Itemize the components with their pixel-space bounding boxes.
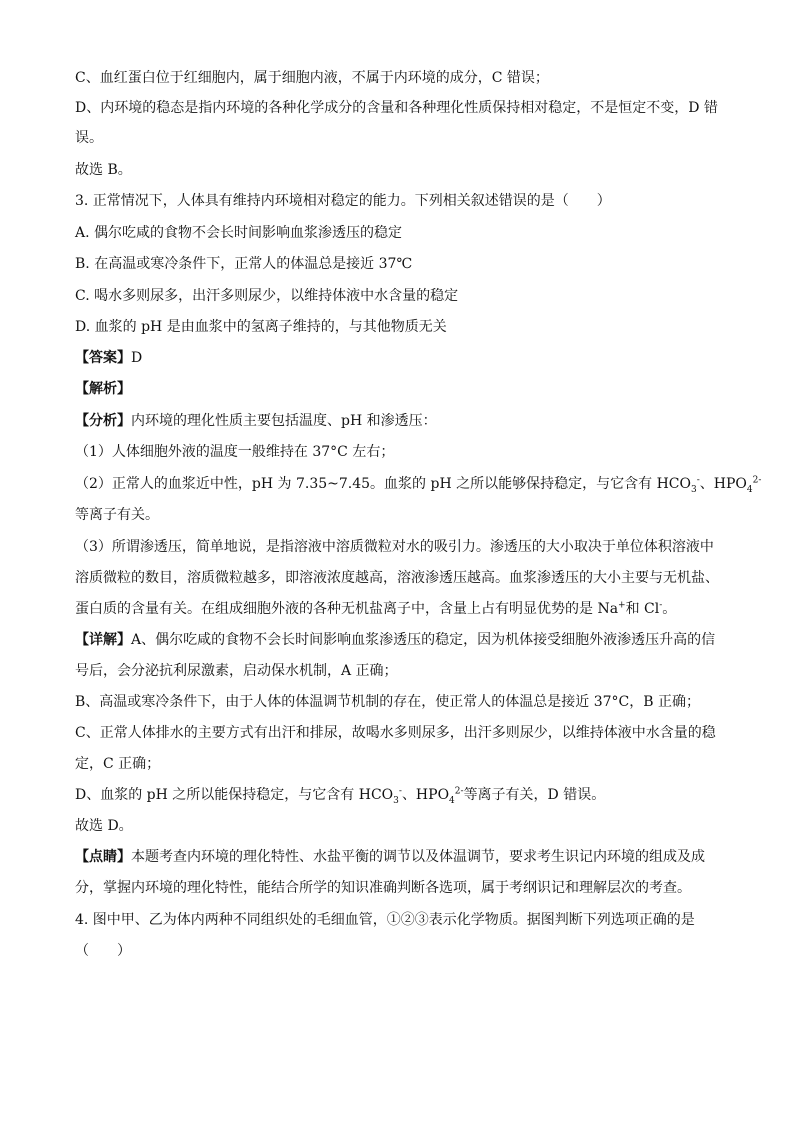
detail-tag: 【详解】 xyxy=(75,632,131,648)
text-line: D、内环境的稳态是指内环境的各种化学成分的含量和各种理化性质保持相对稳定，不是恒定不变，D 错 xyxy=(75,100,718,116)
detail-d xyxy=(75,785,725,805)
analysis-point-3-cont xyxy=(75,599,725,619)
analysis-head xyxy=(75,411,725,431)
superscript: - xyxy=(696,475,700,486)
text: 。 xyxy=(662,601,677,617)
detail-a-text: A、偶尔吃咸的食物不会长时间影响血浆渗透压的稳定，因为机体接受细胞外液渗透压升高的信 xyxy=(131,632,716,648)
detail-b: B、高温或寒冷条件下，由于人体的体温调节机制的存在，使正常人的体温总是接近 37°C，B 正确； xyxy=(75,694,701,710)
detail-a-cont: 号后，会分泌抗利尿激素，启动保水机制，A 正确； xyxy=(75,663,398,679)
text: 和 Cl xyxy=(625,601,660,617)
superscript: + xyxy=(618,600,626,611)
text-line: 误。 xyxy=(75,130,103,146)
comment-tag: 【点睛】 xyxy=(75,849,131,865)
subscript: 4 xyxy=(746,484,753,495)
analysis-tag-text: 【解析】 xyxy=(75,381,131,397)
answer-value: D xyxy=(131,350,143,366)
text: 、HPO xyxy=(699,476,747,492)
question-3-stem: 3. 正常情况下，人体具有维持内环境相对稳定的能力。下列相关叙述错误的是（ ） xyxy=(75,193,611,209)
choice-line: 故选 D。 xyxy=(75,818,133,834)
analysis-point-2 xyxy=(75,474,762,495)
text: D、血浆的 pH 之所以能保持稳定，与它含有 HCO xyxy=(75,787,394,803)
text: 、HPO xyxy=(401,787,450,803)
answer-line xyxy=(75,348,725,368)
question-4-stem-cont: （ ） xyxy=(75,943,131,959)
option-a: A. 偶尔吃咸的食物不会长时间影响血浆渗透压的稳定 xyxy=(75,225,403,241)
detail-a xyxy=(75,630,725,650)
detail-c: C、正常人体排水的主要方式有出汗和排尿，故喝水多则尿多，出汗多则尿少，以维持体液中水含量的稳 xyxy=(75,725,716,741)
comment xyxy=(75,847,725,867)
superscript: - xyxy=(659,600,663,611)
superscript: 2- xyxy=(454,786,464,797)
analysis-head-tag: 【分析】 xyxy=(75,413,131,429)
text-line: C、血红蛋白位于红细胞内，属于细胞内液，不属于内环境的成分，C 错误； xyxy=(75,70,549,86)
option-b: B. 在高温或寒冷条件下，正常人的体温总是接近 37℃ xyxy=(75,256,413,272)
text: （2）正常人的血浆近中性，pH 为 7.35~7.45。血浆的 pH 之所以能够保持稳定，与它含有 HCO xyxy=(75,476,691,492)
superscript: 2- xyxy=(752,475,762,486)
subscript: 3 xyxy=(690,484,697,495)
analysis-point-3-cont: 溶质微粒的数目，溶质微粒越多，即溶液浓度越高，溶液渗透压越高。血浆渗透压的大小主要与无机盐、 xyxy=(75,570,719,586)
analysis-tag xyxy=(75,379,725,399)
comment-cont: 分，掌握内环境的理化特性，能结合所学的知识准确判断各选项，属于考纲识记和理解层次的考查。 xyxy=(75,880,691,896)
answer-tag: 【答案】 xyxy=(75,350,131,366)
text-line: 故选 B。 xyxy=(75,162,132,178)
subscript: 3 xyxy=(393,795,399,806)
option-c: C. 喝水多则尿多，出汗多则尿少，以维持体液中水含量的稳定 xyxy=(75,288,459,304)
superscript: - xyxy=(398,786,402,797)
subscript: 4 xyxy=(449,795,455,806)
text: 等离子有关，D 错误。 xyxy=(463,787,606,803)
detail-c-cont: 定，C 正确； xyxy=(75,756,161,772)
analysis-point-1: （1）人体细胞外液的温度一般维持在 37°C 左右； xyxy=(75,444,395,460)
analysis-point-3: （3）所谓渗透压，简单地说，是指溶液中溶质微粒对水的吸引力。渗透压的大小取决于单位体积溶液中 xyxy=(75,539,714,555)
text: 蛋白质的含量有关。在组成细胞外液的各种无机盐离子中，含量上占有明显优势的是 Na xyxy=(75,601,619,617)
analysis-point-2-cont: 等离子有关。 xyxy=(75,507,159,523)
comment-text: 本题考查内环境的理化特性、水盐平衡的调节以及体温调节，要求考生识记内环境的组成及成 xyxy=(131,849,705,865)
option-d: D. 血浆的 pH 是由血浆中的氢离子维持的，与其他物质无关 xyxy=(75,319,447,335)
question-4-stem: 4. 图中甲、乙为体内两种不同组织处的毛细血管，①②③表示化学物质。据图判断下列选项正确的是 xyxy=(75,912,695,928)
analysis-head-text: 内环境的理化性质主要包括温度、pH 和渗透压： xyxy=(131,413,437,429)
